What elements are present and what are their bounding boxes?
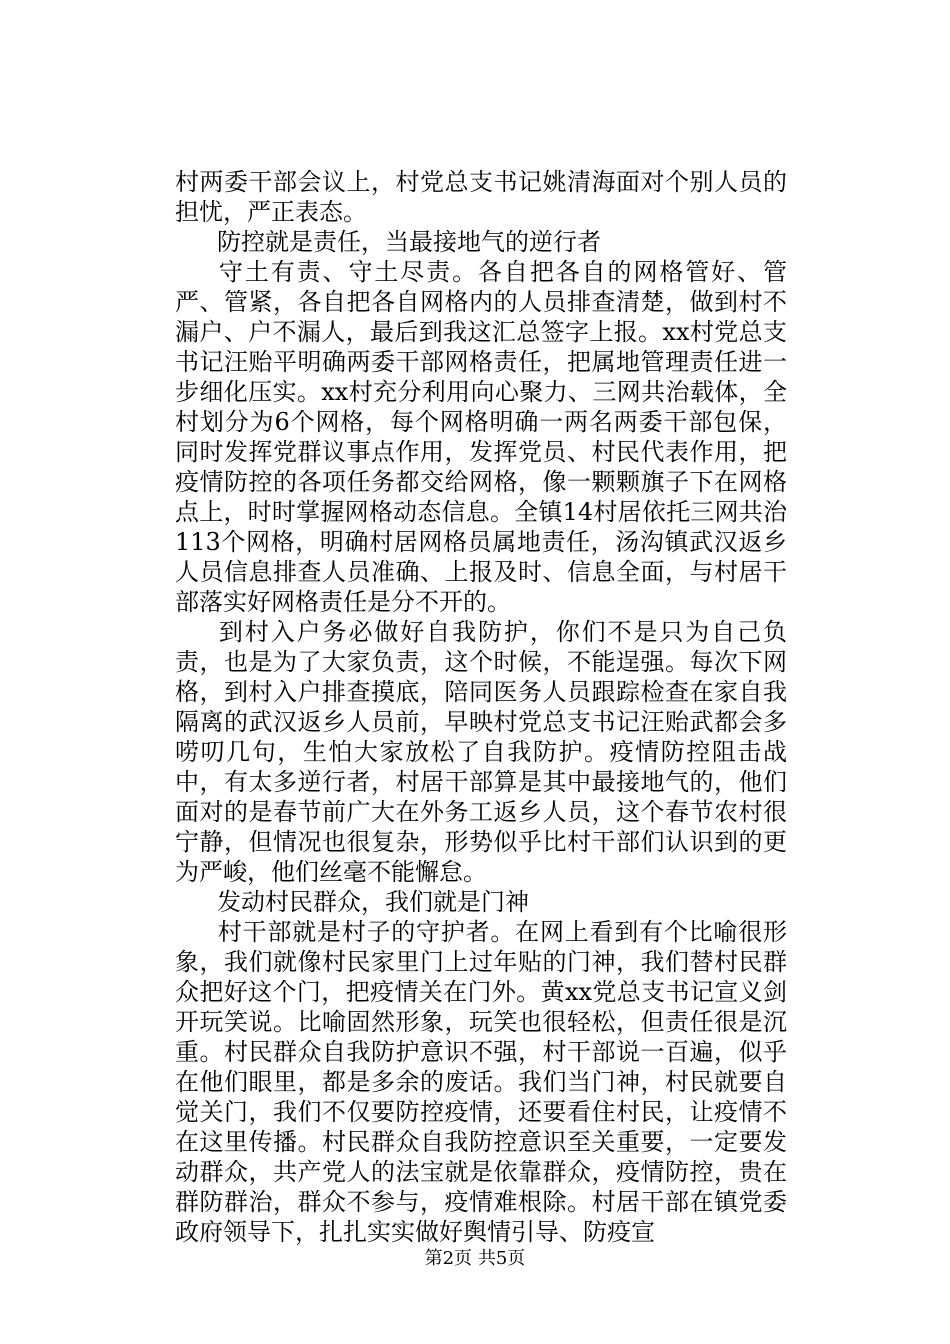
paragraph-4: 村干部就是村子的守护者。在网上看到有个比喻很形象，我们就像村民家里门上过年贴的门神，我们替村民群众把好这个门，把疫情关在门外。黄xx党总支书记宣义剑开玩笑说。比喻固然形象，玩笑也很轻松，但责任很是沉重。村民群众自我防护意识不强，村干部说一百遍，似乎在他们眼里，都是多余的废话。我们当门神，村民就要自觉关门，我们不仅要防控疫情，还要看住村民，让疫情不在这里传播。村民群众自我防控意识至关重要，一定要发动群众，共产党人的法宝就是依靠群众，疫情防控，贵在群防群治，群众不参与，疫情难根除。村居干部在镇党委政府领导下，扎扎实实做好舆情引导、防疫宣 (175, 918, 787, 1246)
page-number-footer: 第2页 共5页 (424, 1248, 526, 1269)
paragraph-1: 村两委干部会议上，村党总支书记姚清海面对个别人员的担忧，严正表态。 (175, 168, 787, 226)
section-heading-door-god: 发动村民群众，我们就是门神 (217, 888, 529, 916)
body-text (175, 167, 787, 1247)
paragraph-3: 到村入户务必做好自我防护，你们不是只为自己负责，也是为了大家负责，这个时候，不能逞强。每次下网格，到村入户排查摸底，陪同医务人员跟踪检查在家自我隔离的武汉返乡人员前，早映村党总支书记汪贻武都会多唠叨几句，生怕大家放松了自我防护。疫情防控阻击战中，有太多逆行者，村居干部算是其中最接地气的，他们面对的是春节前广大在外务工返乡人员，这个春节农村很宁静，但情况也很复杂，形势似乎比村干部们认识到的更为严峻，他们丝毫不能懈怠。 (175, 618, 787, 886)
section-heading-responsibility: 防控就是责任，当最接地气的逆行者 (217, 228, 601, 256)
paragraph-2: 守土有责、守土尽责。各自把各自的网格管好、管严、管紧，各自把各自网格内的人员排查清楚，做到村不漏户、户不漏人，最后到我这汇总签字上报。xx村党总支书记汪贻平明确两委干部网格责任，把属地管理责任进一步细化压实。xx村充分利用向心聚力、三网共治载体，全村划分为6个网格，每个网格明确一两名两委干部包保，同时发挥党群议事点作用，发挥党员、村民代表作用，把疫情防控的各项任务都交给网格，像一颗颗旗子下在网格点上，时时掌握网格动态信息。全镇14村居依托三网共治113个网格，明确村居网格员属地责任，汤沟镇武汉返乡人员信息排查人员准确、上报及时、信息全面，与村居干部落实好网格责任是分不开的。 (175, 258, 787, 616)
